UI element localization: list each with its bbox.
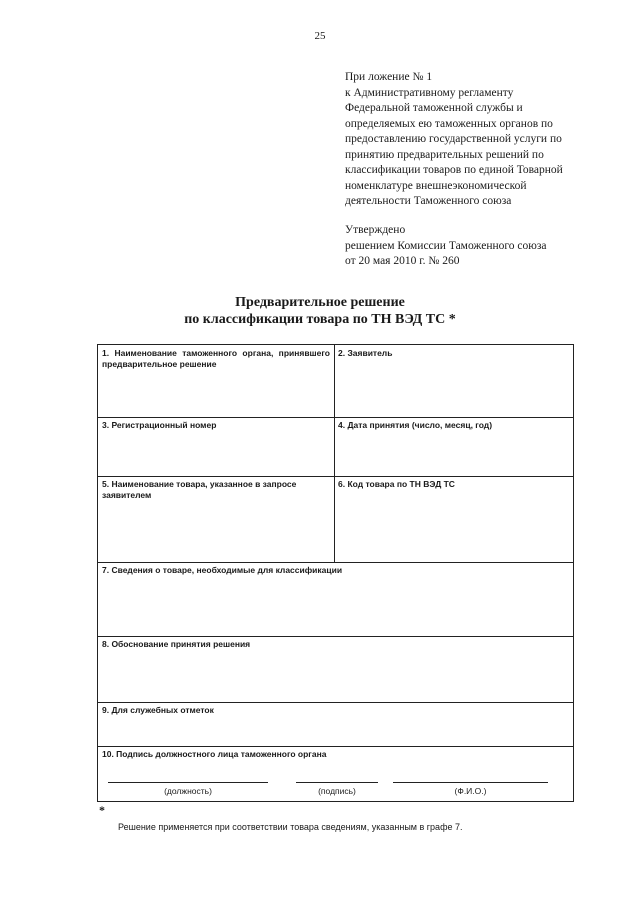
position-line [108,782,268,783]
field-goods-code: 6. Код товара по ТН ВЭД ТС [338,479,455,489]
field-applicant: 2. Заявитель [338,348,393,358]
appendix-line: классификации товаров по единой Товарной [345,164,563,176]
full-name-line [393,782,548,783]
decision-form-table [97,344,574,802]
title-line-1: Предварительное решение [235,295,405,310]
appendix-line: к Административному регламенту [345,86,514,99]
appendix-block [345,70,605,210]
appendix-line: предоставлению государственной услуги по [345,133,562,145]
field-decision-grounds: 8. Обоснование принятия решения [102,639,251,649]
appendix-line: номенклатуре внешнеэкономической [345,179,527,192]
appendix-line: деятельности Таможенного союза [345,195,512,207]
appendix-line: определяемых ею таможенных органов по [345,117,553,130]
position-caption: (должность) [164,786,212,796]
signature-caption: (подпись) [318,786,356,796]
field-customs-authority: 1. Наименование таможенного органа, принявшего предварительное решение [102,348,330,369]
field-decision-date: 4. Дата принятия (число, месяц, год) [338,420,493,430]
approved-block [345,223,605,270]
approved-line: Утверждено [345,224,406,236]
field-goods-name: 5. Наименование товара, указанное в запросе заявителем [102,479,297,500]
full-name-caption: (Ф.И.О.) [454,786,487,796]
document-title [0,294,640,328]
page-number: 25 [314,30,326,42]
title-line-2: по классификации товара по ТН ВЭД ТС * [184,312,456,327]
field-official-signature: 10. Подпись должностного лица таможенного органа [102,749,327,759]
approved-line: от 20 мая 2010 г. № 260 [345,255,460,267]
footnote-mark: * [99,803,105,817]
signature-line [296,782,378,783]
field-registration-number: 3. Регистрационный номер [102,420,217,430]
footnote-text: Решение применяется при соответствии товара сведениям, указанным в графе 7. [118,822,463,832]
column-divider [334,345,335,562]
field-official-notes: 9. Для служебных отметок [102,705,214,715]
appendix-line: При ложение № 1 [345,71,433,83]
approved-line: решением Комиссии Таможенного союза [345,239,547,252]
appendix-line: Федеральной таможенной службы и [345,102,523,114]
field-goods-details: 7. Сведения о товаре, необходимые для классификации [102,565,343,575]
appendix-line: принятию предварительных решений по [345,148,544,161]
